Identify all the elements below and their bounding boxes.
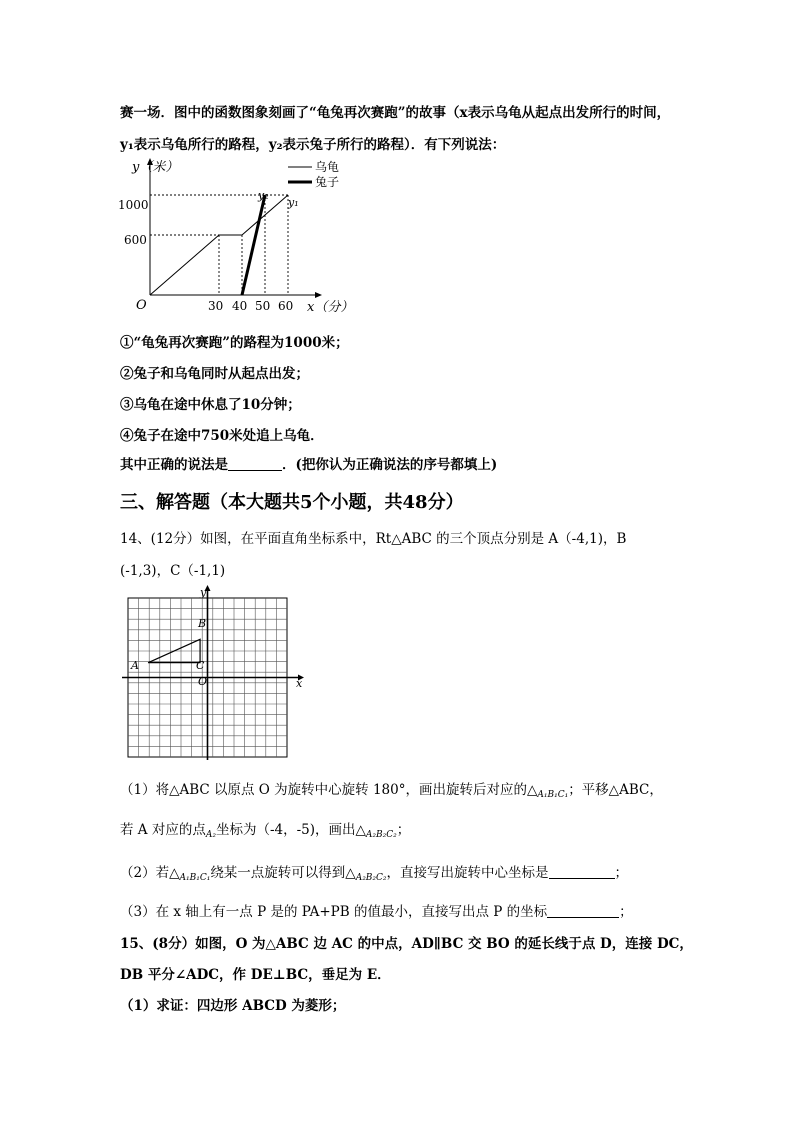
q15-line-1: 15、(8分）如图，O 为△ABC 边 AC 的中点，AD∥BC 交 BO 的延长线于点 D，连接 DC， (120, 936, 693, 952)
q14-grid-figure (118, 584, 308, 760)
y-tick-label-1000: 1000 (118, 198, 149, 212)
chart-y-axis-label: y（米） (132, 160, 179, 175)
q14-part2-c: ，直接写出旋转中心坐标是 (386, 865, 549, 881)
q14-tri1-label: A₁B₁C₁ (537, 790, 569, 800)
intro-line-1: 赛一场．图中的函数图象刻画了“龟兔再次赛跑”的故事（x表示乌龟从起点出发所行的时间， (120, 105, 671, 121)
q14-rotation-center-blank[interactable] (549, 864, 615, 879)
answer-blank[interactable] (228, 456, 282, 471)
statement-1: ①“龟兔再次赛跑”的路程为1000米； (120, 335, 349, 351)
q14-part1-line (120, 781, 663, 804)
q15-line-2: DB 平分∠ADC，作 DE⊥BC，垂足为 E． (120, 967, 391, 983)
x-tick-label-30: 30 (208, 299, 224, 313)
q14-line-2: (-1,3)，C（-1,1) (120, 563, 226, 579)
legend-label-rabbit: 兔子 (315, 175, 340, 189)
statement-3: ③乌龟在途中休息了10分钟； (120, 397, 301, 413)
q14-part2-line (120, 864, 628, 887)
series-line-rabbit (242, 195, 265, 295)
q14-tri2-label: A₂B₂C₂ (365, 830, 397, 840)
q14-part1-d: 坐标为（-4，-5)，画出△ (215, 822, 366, 838)
q14-a2-label: A₂ (205, 830, 216, 840)
q14-part3-b: ； (619, 904, 633, 920)
q14-point-p-blank[interactable] (547, 903, 619, 918)
answer-prefix: 其中正确的说法是 (120, 457, 228, 473)
x-tick-label-50: 50 (255, 299, 271, 313)
grid-point-c-label: C (196, 659, 205, 672)
chart-x-axis-label: x（分） (307, 300, 354, 315)
section-title: 三、解答题（本大题共5个小题，共48分） (120, 492, 464, 513)
q14-part3-a: （3）在 x 轴上有一点 P 是的 PA+PB 的值最小，直接写出点 P 的坐标 (120, 904, 548, 920)
x-tick-label-40: 40 (232, 299, 248, 313)
q14-part2-d: ； (614, 865, 629, 881)
grid-origin-label: O (198, 675, 208, 688)
curve-label-y1: y₁ (288, 196, 299, 209)
q14-part1-a: （1）将△ABC 以原点 O 为旋转中心旋转 180°，画出旋转后对应的△ (120, 782, 538, 798)
grid-y-label: y (200, 586, 207, 599)
q15-part-1: （1）求证：四边形 ABCD 为菱形； (120, 998, 346, 1014)
q14-part1-c: 若 A 对应的点 (120, 822, 206, 838)
answer-line (120, 456, 497, 474)
q14-part1-line-2 (120, 821, 410, 844)
q14-part2-b: 绕某一点旋转可以得到△ (210, 865, 356, 881)
q14-part3-line (120, 903, 633, 921)
legend-label-tortoise: 乌龟 (315, 160, 340, 174)
race-chart (110, 155, 370, 325)
grid-point-b-label: B (198, 617, 207, 630)
q14-line-1: 14、(12分）如图，在平面直角坐标系中，Rt△ABC 的三个顶点分别是 A（-4,1)，B (120, 531, 627, 547)
x-tick-label-60: 60 (278, 299, 294, 313)
statement-4: ④兔子在途中750米处追上乌龟． (120, 428, 324, 444)
chart-origin-label: O (136, 298, 147, 313)
curve-label-y2: y₂ (258, 189, 269, 202)
grid-point-a-label: A (131, 659, 139, 672)
q14-part1-b: ；平移△ABC， (568, 782, 663, 798)
q14-part2-a: （2）若△ (120, 865, 180, 881)
answer-suffix: ．(把你认为正确说法的序号都填上) (282, 457, 498, 473)
statement-2: ②兔子和乌龟同时从起点出发； (120, 366, 309, 382)
q14-part2-tri2: A₂B₂C₂ (355, 873, 387, 883)
y-tick-label-600: 600 (124, 233, 147, 247)
chart-x-axis-arrow (315, 292, 322, 298)
q14-part2-tri1: A₁B₁C₁ (179, 873, 211, 883)
grid-x-label: x (296, 677, 303, 690)
intro-line-2: y₁表示乌龟所行的路程，y₂表示兔子所行的路程）．有下列说法： (120, 137, 506, 153)
q14-part1-e: ； (396, 822, 411, 838)
